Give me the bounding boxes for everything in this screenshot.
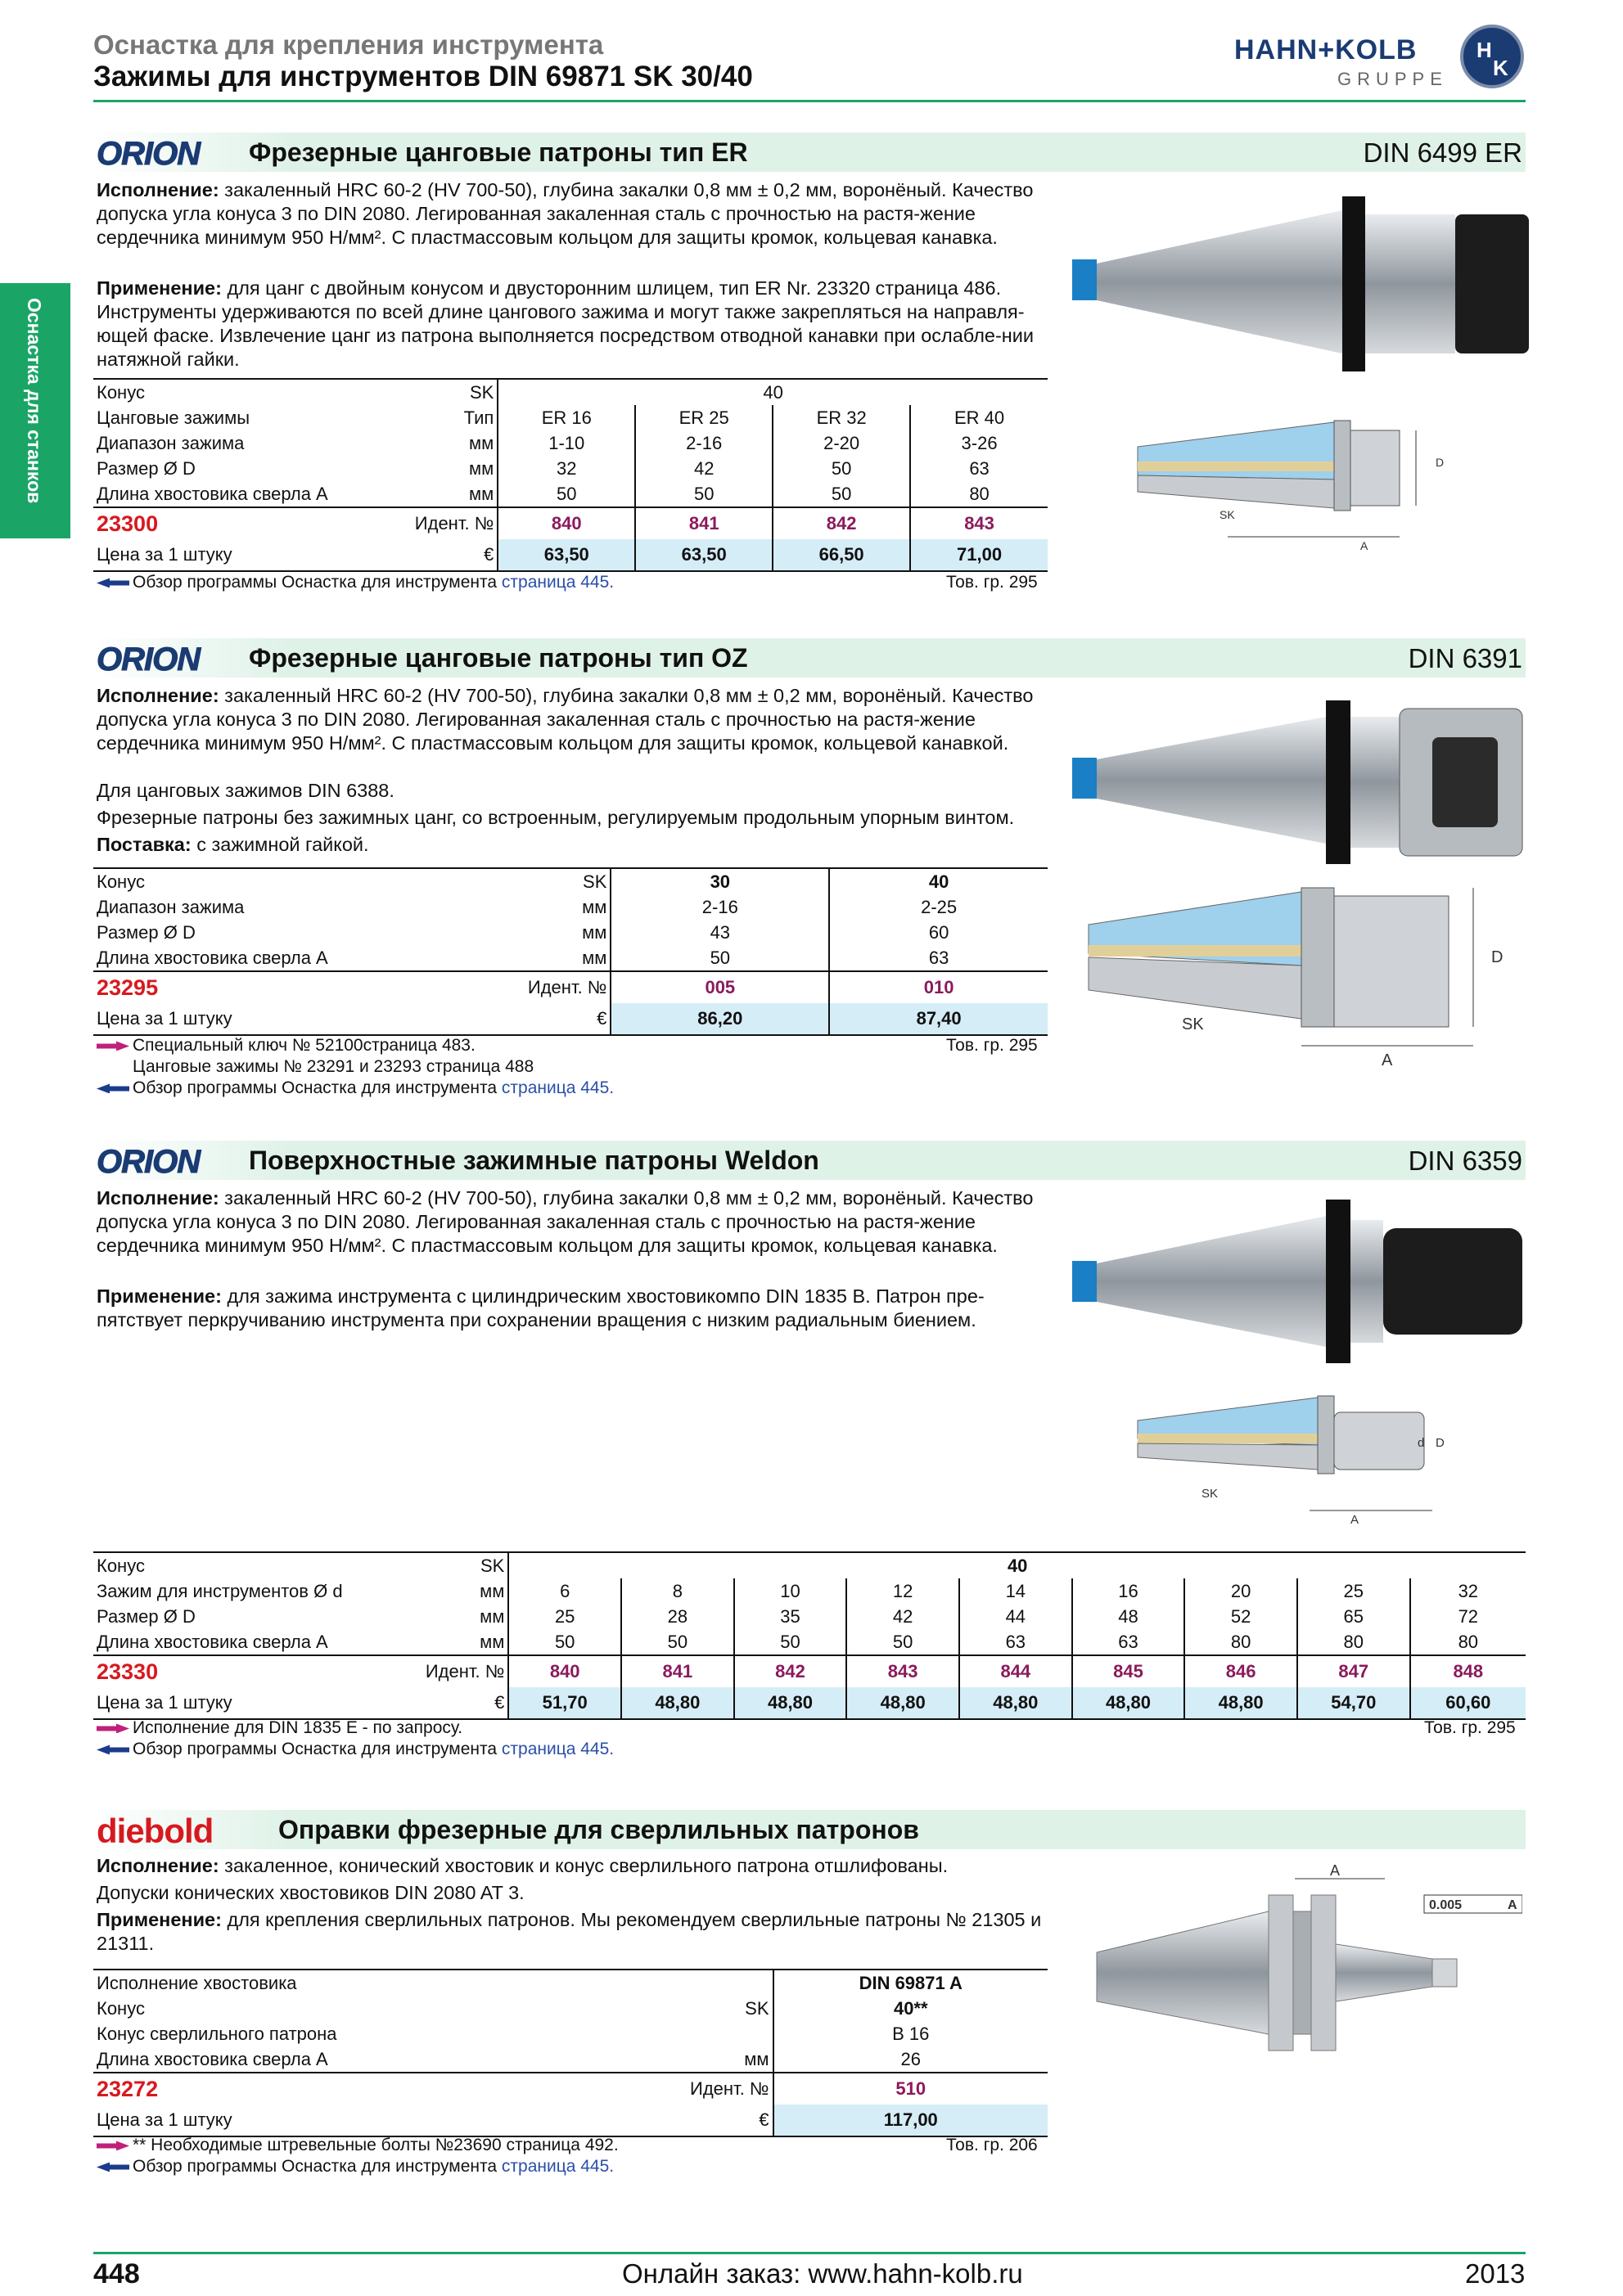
cell-value: 12 bbox=[846, 1578, 959, 1604]
ident-code: 841 bbox=[621, 1655, 734, 1687]
header-category: Оснастка для крепления инструмента bbox=[93, 29, 604, 60]
section-er-execution: Исполнение: закаленный HRC 60-2 (HV 700-50), глубина закалки 0,8 мм ± 0,2 мм, воронёный. Качество допуска угла конуса 3 по DIN 2080. Легированная закаленная сталь с прочностью на растя-жение сердечника минимум 950 Н/мм². С пластмассовым кольцом для защиты кромок, кольцевая канавка. bbox=[97, 179, 1034, 248]
logo-hahn-kolb: HAHN+KOLB bbox=[1234, 34, 1418, 65]
cell-value: 14 bbox=[959, 1578, 1072, 1604]
dim-D: D bbox=[1436, 456, 1445, 469]
cell-value: 48 bbox=[1072, 1604, 1185, 1629]
price: 48,80 bbox=[846, 1687, 959, 1719]
note-overview-link[interactable]: Обзор программы Оснастка для инструмента страница 445. bbox=[97, 1740, 614, 1759]
din-standard: DIN 6391 bbox=[1408, 643, 1522, 673]
cell-value: 25 bbox=[1297, 1578, 1410, 1604]
arrow-left-icon bbox=[97, 2162, 129, 2172]
price: 54,70 bbox=[1297, 1687, 1410, 1719]
price: 66,50 bbox=[773, 539, 910, 571]
section-diebold-tolerance: Допуски конических хвостовиков DIN 2080 AT 3. bbox=[97, 1882, 525, 1903]
section-diebold-application: Применение: для крепления сверлильных патронов. Мы рекомендуем сверлильные патроны № 21305 и 21311. bbox=[97, 1909, 1042, 1954]
din-standard: DIN 6359 bbox=[1408, 1146, 1522, 1176]
ident-code: 842 bbox=[734, 1655, 847, 1687]
section-weldon-header bbox=[93, 1141, 1526, 1180]
weldon-chuck-drawing bbox=[1129, 1388, 1473, 1527]
dim-d: d bbox=[1418, 1436, 1425, 1450]
ident-code: 842 bbox=[773, 507, 910, 539]
note-overview-link[interactable]: Обзор программы Оснастка для инструмента страница 445. bbox=[97, 2157, 614, 2177]
arrow-left-icon bbox=[97, 1745, 129, 1754]
article-number: 23272 bbox=[93, 2073, 687, 2105]
cell-value: 80 bbox=[1297, 1629, 1410, 1655]
cell-value: 50 bbox=[734, 1629, 847, 1655]
cell-value: 32 bbox=[1410, 1578, 1526, 1604]
price: 63,50 bbox=[498, 539, 635, 571]
dim-SK: SK bbox=[1220, 508, 1235, 521]
cell-value: 16 bbox=[1072, 1578, 1185, 1604]
diebold-arbor-drawing bbox=[1080, 1862, 1522, 2100]
section-oz-header bbox=[93, 638, 1526, 678]
side-tab[interactable] bbox=[0, 283, 70, 538]
dim-A: A bbox=[1350, 1513, 1359, 1527]
ident-code: 847 bbox=[1297, 1655, 1410, 1687]
ident-code: 005 bbox=[611, 971, 829, 1003]
spec-table-weldon: Конус SK 40 Зажим для инструментов Ø d мм 6 8 10 12 14 16 20 25 32 Размер Ø D мм 25 28 35 42 44 48 52 65 72 Длина хвостовика сверла А мм 50 50 50 50 63 63 80 80 80 23330 Идент. № 840 841 842 843 844 845 846 847 848 Цена за 1 штуку € 51,70 48,80 48,80 48,80 48,80 48,80 48,80 54,70 60,60 bbox=[93, 1551, 1526, 1720]
brand-orion-logo: ORION bbox=[97, 1144, 201, 1180]
arrow-right-icon bbox=[97, 1041, 129, 1051]
ident-code: 510 bbox=[773, 2073, 1048, 2105]
ident-code: 843 bbox=[846, 1655, 959, 1687]
brand-orion-logo: ORION bbox=[97, 642, 201, 678]
note-pull-studs[interactable]: ** Необходимые штревельные болты №23690 страница 492. bbox=[97, 2136, 619, 2155]
section-oz-delivery: Поставка: с зажимной гайкой. bbox=[97, 834, 369, 855]
note-din1835e[interactable]: Исполнение для DIN 1835 Е - по запросу. bbox=[97, 1718, 462, 1738]
cell-value: 28 bbox=[621, 1604, 734, 1629]
dim-D: D bbox=[1491, 948, 1504, 966]
price: 48,80 bbox=[621, 1687, 734, 1719]
cell-value: 80 bbox=[1184, 1629, 1297, 1655]
price: 51,70 bbox=[508, 1687, 621, 1719]
ident-code: 010 bbox=[829, 971, 1048, 1003]
cell-value: 50 bbox=[846, 1629, 959, 1655]
cell-value: 8 bbox=[621, 1578, 734, 1604]
cell-value: 65 bbox=[1297, 1604, 1410, 1629]
weldon-chuck-photo bbox=[1072, 1191, 1531, 1371]
cell-value: 63 bbox=[959, 1629, 1072, 1655]
cell-value: 6 bbox=[508, 1578, 621, 1604]
section-title: Фрезерные цанговые патроны тип ER bbox=[249, 137, 748, 167]
cell-value: 50 bbox=[621, 1629, 734, 1655]
dim-SK: SK bbox=[1182, 1015, 1204, 1033]
brand-orion-logo: ORION bbox=[97, 136, 201, 172]
article-number: 23300 bbox=[93, 507, 412, 539]
cell-value: 44 bbox=[959, 1604, 1072, 1629]
oz-chuck-photo bbox=[1072, 692, 1531, 872]
section-title: Фрезерные цанговые патроны тип OZ bbox=[249, 643, 748, 673]
cell-value: 35 bbox=[734, 1604, 847, 1629]
section-title: Оправки фрезерные для сверлильных патронов bbox=[278, 1815, 919, 1844]
catalog-year: 2013 bbox=[1465, 2258, 1526, 2289]
section-diebold-execution: Исполнение: закаленное, конический хвостовик и конус сверлильного патрона отшлифованы. bbox=[97, 1855, 949, 1876]
article-number: 23295 bbox=[93, 971, 525, 1003]
product-group: Тов. гр. 295 bbox=[946, 573, 1038, 592]
note-special-key[interactable]: Специальный ключ № 52100страница 483. bbox=[97, 1036, 476, 1056]
ident-code: 841 bbox=[635, 507, 773, 539]
cell-value: 52 bbox=[1184, 1604, 1297, 1629]
arrow-right-icon bbox=[97, 1723, 129, 1733]
product-group: Тов. гр. 206 bbox=[946, 2136, 1038, 2154]
cell-value: 63 bbox=[1072, 1629, 1185, 1655]
arrow-left-icon bbox=[97, 1083, 129, 1093]
side-tab-label: Оснастка для станков bbox=[24, 298, 45, 504]
dim-D: D bbox=[1436, 1436, 1445, 1450]
section-oz-collets: Для цанговых зажимов DIN 6388. bbox=[97, 780, 394, 801]
logo-gruppe: GRUPPE bbox=[1337, 69, 1448, 89]
er-chuck-drawing bbox=[1129, 398, 1457, 553]
tolerance-ref: A bbox=[1508, 1898, 1517, 1912]
spec-table-oz: Конус SK 30 40 Диапазон зажима мм 2-16 2-25 Размер Ø D мм 43 60 Длина хвостовика сверла А мм 50 63 23295 Идент. № 005 010 Цена за 1 штуку € 86,20 87,40 bbox=[93, 867, 1048, 1036]
price: 48,80 bbox=[1072, 1687, 1185, 1719]
cell-value: 50 bbox=[508, 1629, 621, 1655]
note-overview-link[interactable]: Обзор программы Оснастка для инструмента страница 445. bbox=[97, 573, 614, 592]
cell-value: 72 bbox=[1410, 1604, 1526, 1629]
article-number: 23330 bbox=[93, 1655, 422, 1687]
price: 86,20 bbox=[611, 1003, 829, 1035]
page-number: 448 bbox=[93, 2258, 140, 2289]
price: 60,60 bbox=[1410, 1687, 1526, 1719]
price: 71,00 bbox=[910, 539, 1048, 571]
cell-value: 25 bbox=[508, 1604, 621, 1629]
oz-chuck-drawing bbox=[1080, 876, 1522, 1080]
footer-rule bbox=[93, 2252, 1526, 2254]
ident-code: 846 bbox=[1184, 1655, 1297, 1687]
cell-value: 42 bbox=[846, 1604, 959, 1629]
price: 48,80 bbox=[1184, 1687, 1297, 1719]
note-collets: Цанговые зажимы № 23291 и 23293 страница 488 bbox=[133, 1057, 534, 1076]
ident-code: 844 bbox=[959, 1655, 1072, 1687]
cell-value: 80 bbox=[1410, 1629, 1526, 1655]
section-weldon-application: Применение: для зажима инструмента с цилиндрическим хвостовикомпо DIN 1835 B. Патрон пре-пятствует перкручиванию инструмента при сохранении вращения с низким радиальным биением. bbox=[97, 1285, 985, 1330]
tolerance-value: 0.005 bbox=[1429, 1898, 1463, 1912]
arrow-right-icon bbox=[97, 2141, 129, 2150]
cell-value: 10 bbox=[734, 1578, 847, 1604]
spec-table-er: Конус SK 40 Цанговые зажимы Тип ER 16 ER 25 ER 32 ER 40 Диапазон зажима мм 1-10 2-16 2-20 3-26 Размер Ø D мм 32 42 50 63 Длина хвостовика сверла А мм 50 50 50 80 23300 Идент. № 840 841 842 843 Цена за 1 штуку € 63,50 63,50 66,50 71,00 bbox=[93, 378, 1048, 572]
product-group: Тов. гр. 295 bbox=[946, 1036, 1038, 1055]
section-oz-desc: Фрезерные патроны без зажимных цанг, со встроенным, регулируемым продольным упорным винтом. bbox=[97, 807, 1015, 828]
cell-value: 20 bbox=[1184, 1578, 1297, 1604]
product-group: Тов. гр. 295 bbox=[1424, 1718, 1516, 1737]
price: 117,00 bbox=[773, 2105, 1048, 2136]
din-standard: DIN 6499 ER bbox=[1363, 137, 1522, 168]
logo-hk-emblem-icon: H K bbox=[1460, 25, 1524, 88]
header-title: Зажимы для инструментов DIN 69871 SK 30/40 bbox=[93, 61, 753, 92]
note-overview-link[interactable]: Обзор программы Оснастка для инструмента страница 445. bbox=[97, 1078, 614, 1098]
price: 87,40 bbox=[829, 1003, 1048, 1035]
dim-A: A bbox=[1330, 1862, 1341, 1879]
section-er-header bbox=[93, 133, 1526, 172]
ident-code: 840 bbox=[498, 507, 635, 539]
price: 48,80 bbox=[959, 1687, 1072, 1719]
brand-diebold-logo: diebold bbox=[97, 1812, 214, 1850]
ident-code: 848 bbox=[1410, 1655, 1526, 1687]
section-title: Поверхностные зажимные патроны Weldon bbox=[249, 1146, 819, 1175]
dim-A: A bbox=[1360, 539, 1368, 552]
ident-code: 845 bbox=[1072, 1655, 1185, 1687]
spec-table-diebold: Исполнение хвостовика DIN 69871 A Конус SK 40** Конус сверлильного патрона B 16 Длина хвостовика сверла А мм 26 23272 Идент. № 510 Цена за 1 штуку € 117,00 bbox=[93, 1969, 1048, 2137]
price: 63,50 bbox=[635, 539, 773, 571]
dim-SK: SK bbox=[1201, 1487, 1219, 1501]
section-oz-execution: Исполнение: закаленный HRC 60-2 (HV 700-50), глубина закалки 0,8 мм ± 0,2 мм, воронёный. Качество допуска угла конуса 3 по DIN 2080. Легированная закаленная сталь с прочностью на растя-жение сердечника минимум 950 Н/мм². С пластмассовым кольцом для защиты кромок, кольцевой канавкой. bbox=[97, 685, 1034, 754]
section-diebold-header bbox=[93, 1810, 1526, 1849]
header-rule bbox=[93, 100, 1526, 102]
price: 48,80 bbox=[734, 1687, 847, 1719]
section-er-application: Применение: для цанг с двойным конусом и двусторонним шлицем, тип ER Nr. 23320 страница 486. Инструменты удерживаются по всей длине цангового зажима и могут также закрепляться на направля-ющей фаске. Извлечение цанг из патрона выполняется посредством отводной канавки при ослабле-нии натяжной гайки. bbox=[97, 277, 1035, 370]
er-chuck-photo bbox=[1072, 182, 1531, 386]
ident-code: 840 bbox=[508, 1655, 621, 1687]
section-weldon-execution: Исполнение: закаленный HRC 60-2 (HV 700-50), глубина закалки 0,8 мм ± 0,2 мм, воронёный. Качество допуска угла конуса 3 по DIN 2080. Легированная закаленная сталь с прочностью на растя-жение сердечника минимум 950 Н/мм². С пластмассовым кольцом для защиты кромок, кольцевая канавка. bbox=[97, 1187, 1034, 1256]
arrow-left-icon bbox=[97, 578, 129, 588]
ident-code: 843 bbox=[910, 507, 1048, 539]
dim-A: A bbox=[1382, 1051, 1393, 1069]
online-order-link[interactable]: Онлайн заказ: www.hahn-kolb.ru bbox=[622, 2258, 1023, 2289]
